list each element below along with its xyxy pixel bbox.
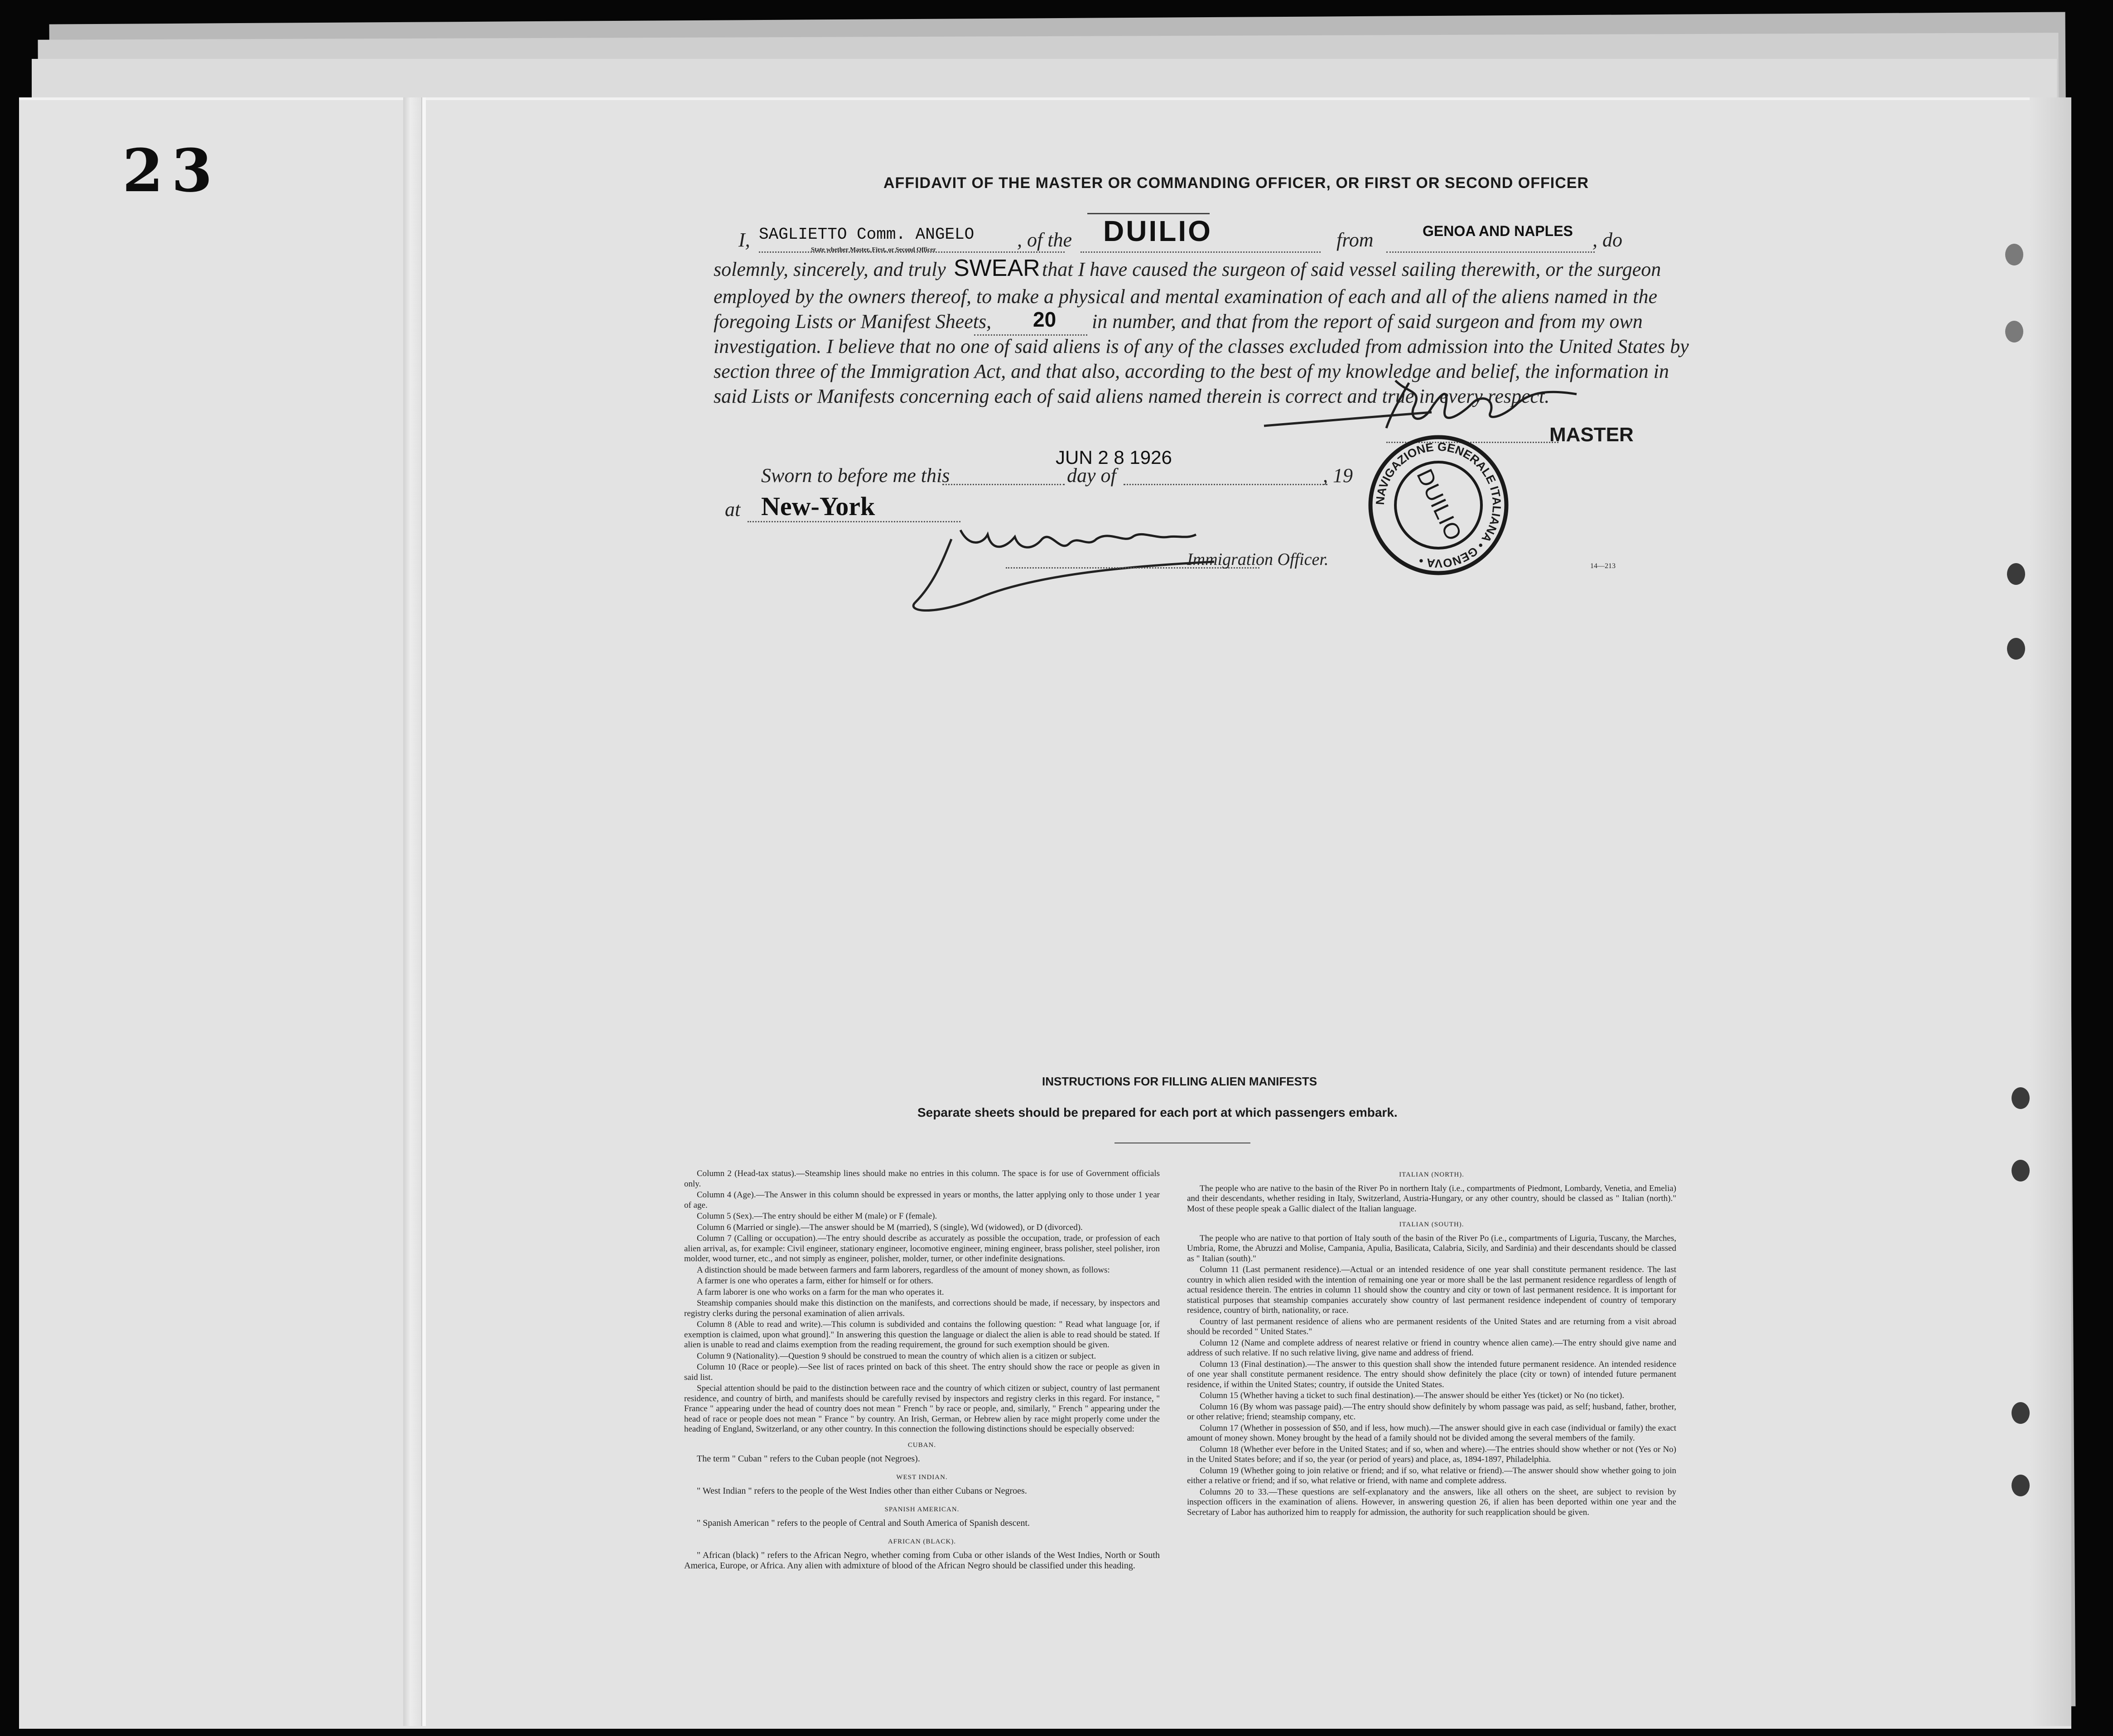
italian-north-definition: The people who are native to the basin of the River Po in northern Italy (i.e., compartments of Piedmont, Lombardy, Venetia, and Emelia) and their descendants, whether residing in Italy, Switzerland, Austria-Hungary, or any other country, should be classed as " Italian (north)." Most of these people speak a Gallic dialect of the Italian language.	[1187, 1183, 1676, 1214]
punch-hole	[2007, 563, 2025, 585]
spanish-american-definition: " Spanish American " refers to the people of Central and South America of Spanish descent.	[697, 1518, 1030, 1528]
page-number: 23	[122, 136, 221, 205]
day-of-text: day of	[1067, 464, 1116, 487]
african-heading: AFRICAN (BLACK).	[888, 1538, 956, 1545]
affidavit-title: AFFIDAVIT OF THE MASTER OR COMMANDING OFFICER, OR FIRST OR SECOND OFFICER	[883, 174, 1589, 192]
instruction-paragraph: A farm laborer is one who works on a farm for the man who operates it.	[697, 1287, 944, 1297]
fold-shadow	[403, 97, 421, 1726]
instruction-paragraph: Column 8 (Able to read and write).—This column is subdivided and contains the following question: " Read what language [or, if exemption is claimed, upon what ground]." In answering this question the language or dialect the alien is able to read should be stated. If alien is unable to read and claims exemption from the reading requirement, the ground for such exemption should be given.	[684, 1320, 1160, 1350]
city-name: New-York	[761, 492, 875, 521]
instructions-left-column	[684, 1169, 1160, 1579]
affidavit-of-the: , of the	[1017, 229, 1072, 251]
spanish-american-heading: SPANISH AMERICAN.	[884, 1505, 960, 1513]
instruction-paragraph: Column 11 (Last permanent residence).—Actual or an intended residence of one year shall constitute permanent residence. The last country in which alien resided with the intention of remaining one year or more shall be the last permanent residence regardless of length of actual residence therein. The entries in column 11 should show the country and city or town of last permanent residence. It is important for statistical purposes that steamship companies accurately show country of last permanent residence independent of country of temporary residence, country of birth, nationality, or race.	[1187, 1265, 1676, 1315]
sworn-day-line	[942, 484, 1065, 485]
affidavit-do: , do	[1592, 229, 1622, 251]
instruction-paragraph: A distinction should be made between farmers and farm laborers, regardless of the amount of money shown, as follows:	[697, 1265, 1110, 1275]
punch-hole	[2007, 638, 2025, 660]
instruction-paragraph: Column 13 (Final destination).—The answer to this question shall show the intended future permanent residence. An intended residence of one year shall constitute permanent residence. The entry should show definitely the place (city or town) of intended future permanent residence, if within the United States; country, if outside the United States.	[1187, 1359, 1676, 1389]
punch-hole	[2005, 321, 2023, 342]
date-stamp: JUN 2 8 1926	[1056, 447, 1172, 468]
west-indian-definition: " West Indian " refers to the people of the West Indies other than either Cubans or Negroes.	[697, 1486, 1027, 1496]
instructions-subtitle: Separate sheets should be prepared for each port at which passengers embark.	[917, 1105, 1398, 1119]
instruction-paragraph: A farmer is one who operates a farm, either for himself or for others.	[697, 1276, 933, 1286]
vessel-name: DUILIO	[1103, 215, 1212, 247]
african-definition: " African (black) " refers to the African Negro, whether coming from Cuba or other islands of the West Indies, North or South America, Europe, or Africa. Any alien with admixture of blood of the African Negro should be classified under this heading.	[684, 1550, 1160, 1571]
instruction-paragraph: Column 12 (Name and complete address of nearest relative or friend in country whence alien came).—The entry should give name and address of such relative. If no such relative living, give name and address of friend.	[1187, 1338, 1676, 1358]
affidavit-line-7: said Lists or Manifests concerning each of said aliens named therein is correct and true in every respect.	[714, 385, 1550, 407]
sheet-edge	[2030, 97, 2071, 1726]
instruction-paragraph: Column 17 (Whether in possession of $50, and if less, how much).—The answer should give in each case (individual or family) the exact amount of money shown. Money brought by the head of a family should not be divided among the several members of the family.	[1187, 1423, 1676, 1443]
affidavit-line-2b: that I have caused the surgeon of said vessel sailing therewith, or the surgeon	[1042, 258, 1661, 280]
italian-south-heading: ITALIAN (SOUTH).	[1399, 1221, 1464, 1228]
affidavit-line-5: investigation. I believe that no one of said aliens is of any of the classes excluded from admission into the United States by	[714, 335, 1689, 357]
instruction-paragraph: Column 16 (By whom was passage paid).—The entry should show definitely by whom passage was paid, as self; husband, father, brother, or other relative; friend; steamship company, etc.	[1187, 1402, 1676, 1422]
at-text: at	[725, 498, 741, 521]
instruction-paragraph: Column 6 (Married or single).—The answer should be M (married), S (single), Wd (widowed), or D (divorced).	[697, 1222, 1083, 1232]
instructions-right-column	[1187, 1164, 1676, 1519]
punch-hole	[2012, 1160, 2030, 1181]
instruction-paragraph: Special attention should be paid to the distinction between race and the country of which citizen or subject, country of last permanent residence, and country of birth, and manifests should be carefully revised by inspectors and registry clerks in this regard. For instance, " France " appearing under the head of country does not mean " French " by race or people, and, similarly, " French " appearing under the head of race or people does not mean " France " by country. An Irish, German, or Hebrew alien by race might properly come under the heading of England, Switzerland, or any other country. In this connection the following distinctions should be especially observed:	[684, 1384, 1160, 1434]
west-indian-heading: WEST INDIAN.	[896, 1473, 948, 1481]
sworn-text: Sworn to before me this	[761, 464, 950, 487]
cuban-definition: The term " Cuban " refers to the Cuban people (not Negroes).	[697, 1454, 920, 1464]
year-prefix: , 19	[1323, 464, 1353, 487]
affidavit-from: from	[1336, 229, 1374, 251]
punch-hole	[2012, 1475, 2030, 1496]
punch-hole	[2012, 1087, 2030, 1109]
affidavit-line-4b: in number, and that from the report of said surgeon and from my own	[1092, 310, 1643, 333]
affidavit-line-3: employed by the owners thereof, to make a physical and mental examination of each and all of the aliens named in the	[714, 285, 1658, 308]
sheet-count: 20	[1033, 308, 1056, 331]
affidavit-line-6: section three of the Immigration Act, and that also, according to the best of my knowledge and belief, the information in	[714, 360, 1669, 382]
instruction-paragraph: Column 7 (Calling or occupation).—The entry should describe as accurately as possible the occupation, trade, or profession of each alien arrival, as, for example: Civil engineer, stationary engineer, locomotive engineer, mining engineer, brass polisher, steel polisher, iron molder, wood turner, etc., and not simply as engineer, polisher, molder, turner, or other indefinite designations.	[684, 1234, 1160, 1263]
instruction-paragraph: Country of last permanent residence of aliens who are permanent residents of the United States and are returning from a visit abroad should be recorded " United States."	[1187, 1316, 1676, 1336]
instruction-paragraph: Column 2 (Head-tax status).—Steamship lines should make no entries in this column. The space is for use of Government officials only.	[684, 1169, 1160, 1189]
affidavit-line-4a: foregoing Lists or Manifest Sheets,	[714, 310, 992, 333]
rank-note: State whether Master, First, or Second Officer	[811, 246, 936, 253]
italian-north-heading: ITALIAN (NORTH).	[1399, 1171, 1464, 1178]
officer-title: Immigration Officer.	[1187, 550, 1329, 569]
instruction-paragraph: Column 15 (Whether having a ticket to such final destination).—The answer should be either Yes (ticket) or No (no ticket).	[1200, 1391, 1625, 1400]
cuban-heading: CUBAN.	[907, 1441, 936, 1449]
seal-ring-text: NAVIGAZIONE GENERALE ITALIANA • GENOVA •	[1373, 439, 1504, 571]
instruction-paragraph: Column 9 (Nationality).—Question 9 should be construed to mean the country of which alien is a citizen or subject.	[697, 1351, 1096, 1361]
punch-hole	[2005, 244, 2023, 265]
oath-word: SWEAR	[954, 255, 1040, 281]
affidavit-line-2a: solemnly, sincerely, and truly	[714, 258, 946, 280]
seal-vessel-name: DUILIO	[1412, 465, 1467, 545]
instruction-paragraph: Columns 20 to 33.—These questions are self-explanatory and the answers, like all others on the sheet, are subject to revision by inspection officers in the examination of aliens. However, in answering question 26, if alien has been deported within one year and the Secretary of Labor has authorized him to reapply for admission, the authority for such reapplication should be given.	[1187, 1487, 1676, 1517]
affidavit-prefix: I,	[738, 229, 750, 251]
instruction-paragraph: Column 4 (Age).—The Answer in this column should be expressed in years or months, the latter applying only to those under 1 year of age.	[684, 1190, 1160, 1210]
italian-south-definition: The people who are native to that portion of Italy south of the basin of the River Po (i.e., compartments of Liguria, Tuscany, the Marches, Umbria, Rome, the Abruzzi and Molise, Campania, Apulia, Basilicata, Calabria, Sicily, and Sardinia) and their descendants should be classed as " Italian (south)."	[1187, 1233, 1676, 1263]
officer-name: SAGLIETTO Comm. ANGELO	[759, 225, 974, 244]
ship-seal-stamp	[1364, 430, 1513, 580]
fold-line	[421, 97, 426, 1726]
instruction-paragraph: Column 10 (Race or people).—See list of races printed on back of this sheet. The entry should show the race or people as given in said list.	[684, 1362, 1160, 1382]
instructions-title: INSTRUCTIONS FOR FILLING ALIEN MANIFESTS	[1042, 1075, 1317, 1088]
instruction-paragraph: Column 19 (Whether going to join relative or friend; and if so, what relative or friend).—The answer should show whether going to join either a relative or friend; and if so, what relative or friend, with name and complete address.	[1187, 1466, 1676, 1485]
signature-title: MASTER	[1549, 424, 1634, 446]
form-number: 14—213	[1590, 562, 1616, 570]
instruction-paragraph: Steamship companies should make this distinction on the manifests, and corrections should be made, if necessary, by inspectors and registry clerks during the personal examination of alien arrivals.	[684, 1298, 1160, 1318]
port-from: GENOA AND NAPLES	[1423, 223, 1573, 239]
punch-hole	[2012, 1402, 2030, 1424]
instruction-paragraph: Column 18 (Whether ever before in the United States; and if so, when and where).—The entries should show whether or not (Yes or No) in the United States before; and if so, the year (or period of years) and place, as, 1894-1897, Philadelphia.	[1187, 1444, 1676, 1464]
instruction-paragraph: Column 5 (Sex).—The entry should be either M (male) or F (female).	[697, 1211, 937, 1221]
sworn-month-line	[1124, 484, 1327, 485]
